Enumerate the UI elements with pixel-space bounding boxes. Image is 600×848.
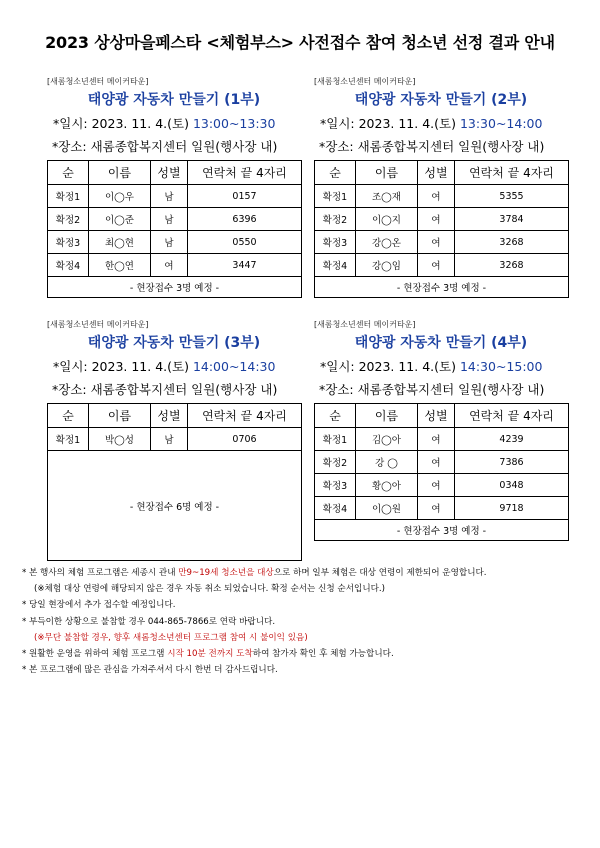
table-header-row xyxy=(48,161,302,185)
program-title: 태양광 자동차 만들기 (4부) xyxy=(354,335,528,351)
participant-table xyxy=(314,403,569,541)
center-tag: [새롬청소년센터 메이커타운] xyxy=(314,77,416,86)
cell-order: 확정1 xyxy=(48,428,89,451)
header-name: 이름 xyxy=(89,161,151,185)
onsite-note-row xyxy=(48,277,302,298)
program-block-1 xyxy=(47,77,301,298)
cell-gender: 여 xyxy=(418,451,455,474)
cell-order: 확정3 xyxy=(315,231,356,254)
cell-name: 최◯현 xyxy=(89,231,151,254)
table-row xyxy=(48,185,302,208)
participant-table xyxy=(314,160,569,298)
header-gender: 성별 xyxy=(151,161,188,185)
cell-contact: 3268 xyxy=(455,254,569,277)
cell-contact: 3447 xyxy=(188,254,302,277)
cell-name: 황◯아 xyxy=(356,474,418,497)
cell-gender: 남 xyxy=(151,231,188,254)
onsite-note: - 현장접수 3명 예정 - xyxy=(315,520,569,541)
cell-gender: 남 xyxy=(151,208,188,231)
cell-gender: 여 xyxy=(418,474,455,497)
cell-name: 이◯준 xyxy=(89,208,151,231)
cell-contact: 3784 xyxy=(455,208,569,231)
cell-contact: 6396 xyxy=(188,208,302,231)
header-order: 순 xyxy=(48,161,89,185)
cell-order: 확정4 xyxy=(315,254,356,277)
notice-highlight: 만9~19세 청소년을 대상 xyxy=(178,568,274,578)
cell-name: 박◯성 xyxy=(89,428,151,451)
header-name: 이름 xyxy=(356,161,418,185)
participant-table xyxy=(47,160,302,298)
cell-gender: 여 xyxy=(151,254,188,277)
date-value: 2023. 11. 4.(토) xyxy=(91,116,193,131)
notice-thanks: * 본 프로그램에 많은 관심을 가져주셔서 다시 한번 더 감사드립니다. xyxy=(22,665,278,676)
table-row xyxy=(48,231,302,254)
cell-name: 김◯아 xyxy=(356,428,418,451)
header-gender: 성별 xyxy=(151,404,188,428)
cell-order: 확정1 xyxy=(48,185,89,208)
table-row xyxy=(315,451,569,474)
cell-contact: 0550 xyxy=(188,231,302,254)
cell-order: 확정1 xyxy=(315,428,356,451)
time-value: 14:30~15:00 xyxy=(459,359,543,374)
header-name: 이름 xyxy=(89,404,151,428)
header-name: 이름 xyxy=(356,404,418,428)
program-block-4 xyxy=(314,320,568,541)
table-row xyxy=(315,254,569,277)
program-title: 태양광 자동차 만들기 (1부) xyxy=(87,92,261,108)
cell-order: 확정3 xyxy=(48,231,89,254)
cell-order: 확정2 xyxy=(315,451,356,474)
place-line: *장소: 새롬종합복지센터 일원(행사장 내) xyxy=(52,382,278,397)
notice-list xyxy=(22,565,582,678)
date-value: 2023. 11. 4.(토) xyxy=(358,359,460,374)
place-line: *장소: 새롬종합복지센터 일원(행사장 내) xyxy=(319,382,545,397)
date-label: *일시: xyxy=(53,359,92,374)
participant-table xyxy=(47,403,302,561)
program-block-3 xyxy=(47,320,301,561)
onsite-note: - 현장접수 3명 예정 - xyxy=(315,277,569,298)
header-contact: 연락처 끝 4자리 xyxy=(455,161,569,185)
table-row xyxy=(48,254,302,277)
header-order: 순 xyxy=(315,161,356,185)
header-contact: 연락처 끝 4자리 xyxy=(188,404,302,428)
date-value: 2023. 11. 4.(토) xyxy=(91,359,193,374)
table-header-row xyxy=(315,404,569,428)
notice-age-eligibility xyxy=(22,565,582,581)
header-gender: 성별 xyxy=(418,161,455,185)
center-tag: [새롬청소년센터 메이커타운] xyxy=(47,320,149,329)
onsite-note: - 현장접수 3명 예정 - xyxy=(48,277,302,298)
date-line xyxy=(47,116,301,132)
cell-gender: 여 xyxy=(418,254,455,277)
cell-name: 강◯임 xyxy=(356,254,418,277)
cell-name: 한◯연 xyxy=(89,254,151,277)
cell-order: 확정3 xyxy=(315,474,356,497)
cell-contact: 0157 xyxy=(188,185,302,208)
cell-name: 조◯재 xyxy=(356,185,418,208)
program-title: 태양광 자동차 만들기 (2부) xyxy=(354,92,528,108)
cell-order: 확정1 xyxy=(315,185,356,208)
table-row xyxy=(315,208,569,231)
header-contact: 연락처 끝 4자리 xyxy=(188,161,302,185)
time-value: 13:30~14:00 xyxy=(459,116,543,131)
notice-contact: * 부득이한 상황으로 불참할 경우 044-865-7866로 연락 바랍니다. xyxy=(22,616,276,627)
notice-text: 하여 참가자 확인 후 체험 가능합니다. xyxy=(252,649,394,660)
notice-auto-cancel: (※체험 대상 연령에 해당되지 않은 경우 자동 취소 되었습니다. 확정 순서는 신청 순서입니다.) xyxy=(34,584,386,595)
place-line: *장소: 새롬종합복지센터 일원(행사장 내) xyxy=(52,139,278,154)
page-title: 2023 상상마을페스타 <체험부스> 사전접수 참여 청소년 선정 결과 안내 xyxy=(45,33,555,52)
cell-contact: 4239 xyxy=(455,428,569,451)
cell-name: 이◯지 xyxy=(356,208,418,231)
date-label: *일시: xyxy=(53,116,92,131)
cell-contact: 7386 xyxy=(455,451,569,474)
notice-highlight: 시작 10분 전까지 도착 xyxy=(167,649,253,660)
date-line xyxy=(314,359,568,375)
header-contact: 연락처 끝 4자리 xyxy=(455,404,569,428)
time-value: 13:00~13:30 xyxy=(192,116,276,131)
cell-name: 강◯온 xyxy=(356,231,418,254)
header-order: 순 xyxy=(48,404,89,428)
center-tag: [새롬청소년센터 메이커타운] xyxy=(47,77,149,86)
onsite-note-row xyxy=(315,520,569,541)
header-gender: 성별 xyxy=(418,404,455,428)
cell-contact: 0348 xyxy=(455,474,569,497)
table-row xyxy=(315,185,569,208)
cell-contact: 3268 xyxy=(455,231,569,254)
onsite-note: - 현장접수 6명 예정 - xyxy=(48,451,302,561)
cell-gender: 여 xyxy=(418,208,455,231)
notice-arrival xyxy=(22,646,582,662)
cell-gender: 여 xyxy=(418,497,455,520)
notice-text: * 본 행사의 체험 프로그램은 세종시 관내 xyxy=(22,568,179,578)
notice-text: * 원활한 운영을 위하여 체험 프로그램 xyxy=(22,649,168,660)
table-row xyxy=(48,208,302,231)
table-header-row xyxy=(315,161,569,185)
cell-gender: 여 xyxy=(418,185,455,208)
cell-contact: 5355 xyxy=(455,185,569,208)
center-tag: [새롬청소년센터 메이커타운] xyxy=(314,320,416,329)
notice-onsite: * 당일 현장에서 추가 접수할 예정입니다. xyxy=(22,600,176,611)
table-row xyxy=(315,497,569,520)
cell-order: 확정2 xyxy=(315,208,356,231)
cell-name: 강 ◯ xyxy=(356,451,418,474)
table-row xyxy=(315,474,569,497)
cell-order: 확정2 xyxy=(48,208,89,231)
program-block-2 xyxy=(314,77,568,298)
header-order: 순 xyxy=(315,404,356,428)
table-row xyxy=(315,428,569,451)
cell-contact: 9718 xyxy=(455,497,569,520)
cell-gender: 여 xyxy=(418,231,455,254)
cell-contact: 0706 xyxy=(188,428,302,451)
table-row xyxy=(48,428,302,451)
date-line xyxy=(314,116,568,132)
table-header-row xyxy=(48,404,302,428)
notice-penalty: (※무단 불참할 경우, 향후 새롬청소년센터 프로그램 참여 시 불이익 있음) xyxy=(34,632,308,643)
cell-name: 이◯원 xyxy=(356,497,418,520)
cell-gender: 남 xyxy=(151,428,188,451)
onsite-note-row xyxy=(48,451,302,561)
table-row xyxy=(315,231,569,254)
cell-order: 확정4 xyxy=(48,254,89,277)
date-label: *일시: xyxy=(320,116,359,131)
place-line: *장소: 새롬종합복지센터 일원(행사장 내) xyxy=(319,139,545,154)
date-label: *일시: xyxy=(320,359,359,374)
cell-name: 이◯우 xyxy=(89,185,151,208)
cell-gender: 남 xyxy=(151,185,188,208)
cell-gender: 여 xyxy=(418,428,455,451)
program-title: 태양광 자동차 만들기 (3부) xyxy=(87,335,261,351)
date-line xyxy=(47,359,301,375)
notice-text: 으로 하며 일부 체험은 대상 연령이 제한되어 운영합니다. xyxy=(273,568,487,578)
cell-order: 확정4 xyxy=(315,497,356,520)
date-value: 2023. 11. 4.(토) xyxy=(358,116,460,131)
time-value: 14:00~14:30 xyxy=(192,359,276,374)
onsite-note-row xyxy=(315,277,569,298)
